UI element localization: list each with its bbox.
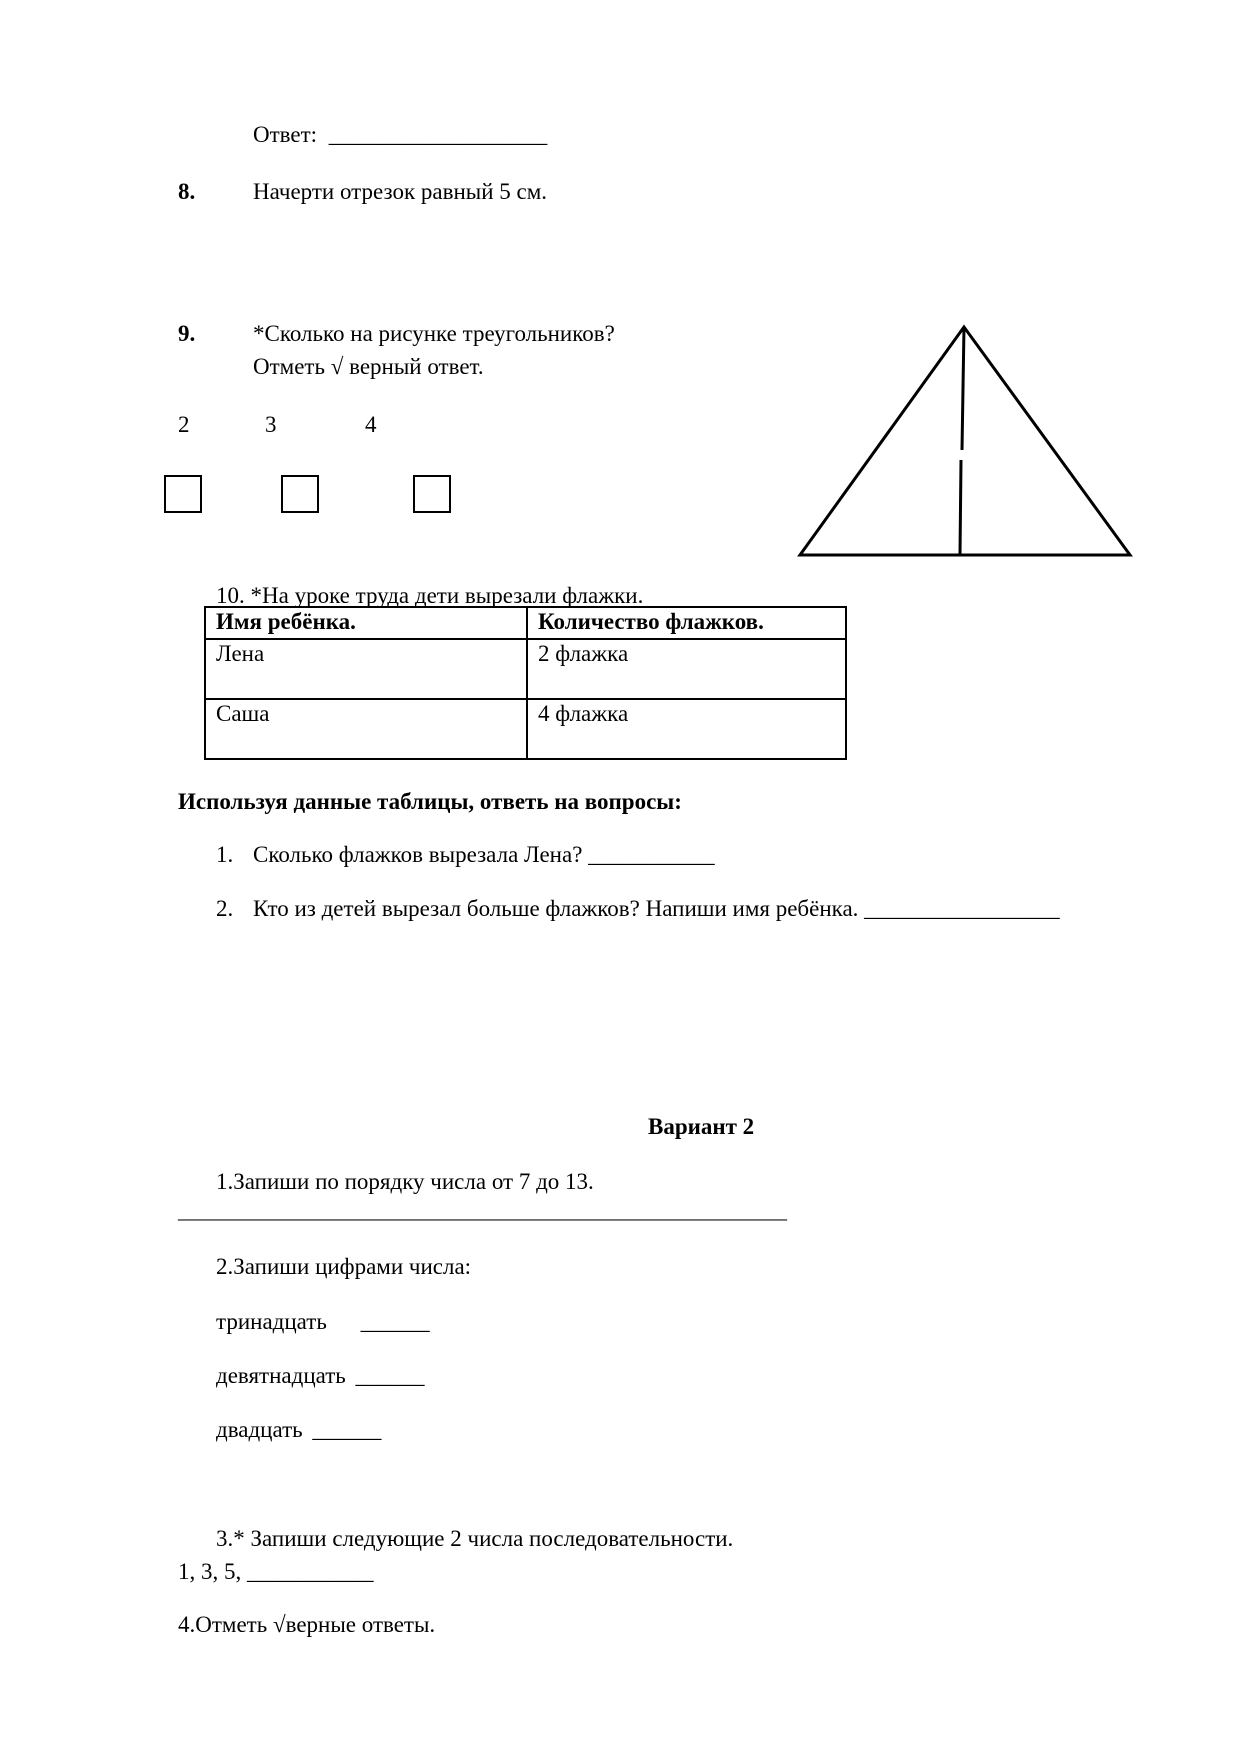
v2-question-2: 2.Запиши цифрами числа: <box>216 1254 472 1279</box>
variant-2-title: Вариант 2 <box>648 1114 755 1139</box>
v2-item-19-blank[interactable]: ______ <box>355 1363 425 1388</box>
table-row <box>205 639 846 699</box>
question-1-number: 1. <box>216 842 234 867</box>
task-10-prompt: Используя данные таблицы, ответь на вопросы: <box>178 789 682 814</box>
task-8-number: 8. <box>178 179 196 204</box>
v2-item-20-blank[interactable]: ______ <box>312 1417 382 1442</box>
task-8-text: Начерти отрезок равный 5 см. <box>253 179 548 204</box>
v2-item-19 <box>216 1364 425 1387</box>
question-2-number: 2. <box>216 896 234 921</box>
v2-item-20-label: двадцать <box>216 1417 303 1442</box>
triangle-median-upper <box>962 327 964 450</box>
triangle-outline <box>800 327 1130 555</box>
v2-question-1-answer-line[interactable]: __________________________________________________________ <box>178 1199 787 1223</box>
task-9-number: 9. <box>178 321 196 346</box>
table-header-name: Имя ребёнка. <box>205 607 527 639</box>
table-header-row <box>205 607 846 639</box>
option-label-3: 3 <box>265 412 277 437</box>
v2-item-13-blank[interactable]: ______ <box>360 1309 430 1334</box>
triangle-median-lower <box>960 460 961 555</box>
v2-question-3: 3.* Запиши следующие 2 числа последовательности. <box>216 1526 734 1551</box>
task-9-instruction: Отметь √ верный ответ. <box>253 354 484 379</box>
table-cell-name: Лена <box>205 639 527 699</box>
answer-label-text: Ответ: <box>253 122 318 147</box>
task-9-question: *Сколько на рисунке треугольников? <box>253 321 615 346</box>
table-cell-name: Саша <box>205 699 527 759</box>
question-1-text[interactable]: Сколько флажков вырезала Лена? ___________ <box>253 842 715 867</box>
v2-question-4: 4.Отметь √верные ответы. <box>178 1612 436 1637</box>
v2-item-13 <box>216 1310 430 1333</box>
flags-table <box>204 606 847 760</box>
v2-item-13-label: тринадцать <box>216 1309 327 1334</box>
option-label-4: 4 <box>365 412 377 437</box>
table-header-count: Количество флажков. <box>527 607 846 639</box>
option-label-2: 2 <box>178 412 190 437</box>
question-2-text[interactable]: Кто из детей вырезал больше флажков? Напиши имя ребёнка. _________________ <box>253 896 1060 921</box>
v2-question-1: 1.Запиши по порядку числа от 7 до 13. <box>216 1169 594 1194</box>
table-cell-count: 2 флажка <box>527 639 846 699</box>
answer-blank[interactable]: ___________________ <box>328 122 548 147</box>
table-cell-count: 4 флажка <box>527 699 846 759</box>
task-10-intro: 10. *На уроке труда дети вырезали флажки. <box>216 583 644 608</box>
v2-item-20 <box>216 1418 381 1441</box>
table-row <box>205 699 846 759</box>
v2-question-3-sequence[interactable]: 1, 3, 5, ___________ <box>178 1559 374 1584</box>
v2-item-19-label: девятнадцать <box>216 1363 346 1388</box>
